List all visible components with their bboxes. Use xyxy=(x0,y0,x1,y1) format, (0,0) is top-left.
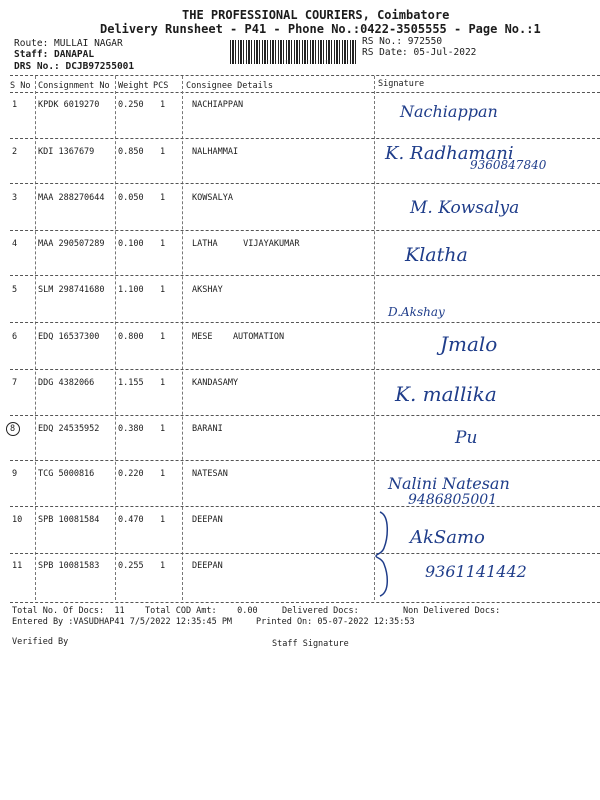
row-consignment: MAA 288270644 xyxy=(38,193,105,203)
brace-mark xyxy=(374,508,398,598)
col-sno: S No xyxy=(10,81,31,91)
col-signature: Signature xyxy=(378,79,425,89)
row-signature-phone: 9360847840 xyxy=(470,158,547,172)
row-rule xyxy=(10,506,600,507)
total-docs: Total No. Of Docs: 11 xyxy=(12,606,125,616)
row-sno: 10 xyxy=(12,515,23,525)
row-consignment: KPDK 6019270 xyxy=(38,100,100,110)
row-rule xyxy=(10,183,600,184)
header-top-rule xyxy=(10,75,600,76)
row-sno: 9 xyxy=(12,469,18,479)
row-rule xyxy=(10,230,600,231)
row-signature: AkSamo xyxy=(410,527,485,548)
row-consignee: LATHA VIJAYAKUMAR xyxy=(192,239,300,249)
barcode xyxy=(230,40,358,64)
row-weight: 0.800 xyxy=(118,332,144,342)
col-consignment: Consignment No xyxy=(38,81,110,91)
row-consignment: MAA 290507289 xyxy=(38,239,105,249)
table-bottom-rule xyxy=(10,602,600,603)
row-consignee: NACHIAPPAN xyxy=(192,100,244,110)
rs-date: RS Date: 05-Jul-2022 xyxy=(362,47,477,58)
row-sno: 3 xyxy=(12,193,18,203)
row-signature: Klatha xyxy=(405,244,468,266)
row-consignment: SPB 10081583 xyxy=(38,561,100,571)
row-sno: 1 xyxy=(12,100,18,110)
col-weight: Weight xyxy=(118,81,149,91)
row-rule xyxy=(10,415,600,416)
row-signature: K. Radhamani xyxy=(385,143,514,164)
row-consignment: KDI 1367679 xyxy=(38,147,95,157)
row-signature: Jmalo xyxy=(440,332,498,356)
row-pcs: 1 xyxy=(160,285,166,295)
row-consignment: DDG 4382066 xyxy=(38,378,95,388)
row-weight: 0.100 xyxy=(118,239,144,249)
row-pcs: 1 xyxy=(160,332,166,342)
row-consignee: AKSHAY xyxy=(192,285,223,295)
row-weight: 0.850 xyxy=(118,147,144,157)
row-sno: 11 xyxy=(12,561,23,571)
row-weight: 0.255 xyxy=(118,561,144,571)
row-signature: M. Kowsalya xyxy=(410,198,520,218)
row-consignee: KOWSALYA xyxy=(192,193,233,203)
row-rule xyxy=(10,369,600,370)
row-rule xyxy=(10,460,600,461)
drs-number: DRS No.: DCJB97255001 xyxy=(14,61,135,72)
staff-label: Staff: DANAPAL xyxy=(14,49,95,60)
row-pcs: 1 xyxy=(160,193,166,203)
row-consignee: DEEPAN xyxy=(192,515,223,525)
row-consignment: SPB 10081584 xyxy=(38,515,100,525)
row-weight: 0.050 xyxy=(118,193,144,203)
col-divider xyxy=(115,76,116,600)
row-pcs: 1 xyxy=(160,378,166,388)
row-consignment: EDQ 16537300 xyxy=(38,332,100,342)
row-weight: 1.100 xyxy=(118,285,144,295)
row-signature: Nalini Natesan xyxy=(388,474,510,493)
row-pcs: 1 xyxy=(160,561,166,571)
row-consignee: NATESAN xyxy=(192,469,228,479)
row-consignee: MESE AUTOMATION xyxy=(192,332,285,342)
row-consignee: KANDASAMY xyxy=(192,378,239,388)
row-weight: 0.220 xyxy=(118,469,144,479)
row-rule xyxy=(10,553,600,554)
col-divider xyxy=(35,76,36,600)
row-weight: 0.250 xyxy=(118,100,144,110)
col-consignee: Consignee Details xyxy=(186,81,273,91)
printed-on: Printed On: 05-07-2022 12:35:53 xyxy=(256,617,415,627)
row-pcs: 1 xyxy=(160,424,166,434)
col-divider xyxy=(182,76,183,600)
row-pcs: 1 xyxy=(160,239,166,249)
total-cod: Total COD Amt: 0.00 xyxy=(145,606,258,616)
row-sno: 4 xyxy=(12,239,18,249)
rs-number: RS No.: 972550 xyxy=(362,36,443,47)
route-label: Route: MULLAI NAGAR xyxy=(14,38,123,49)
runsheet-title: Delivery Runsheet - P41 - Phone No.:0422-3505555 - Page No.:1 xyxy=(100,22,541,36)
row-consignee: NALHAMMAI xyxy=(192,147,239,157)
header-bottom-rule xyxy=(10,92,600,93)
delivered-docs: Delivered Docs: xyxy=(282,606,359,616)
row-sno: 5 xyxy=(12,285,18,295)
row-rule xyxy=(10,322,600,323)
row-weight: 0.470 xyxy=(118,515,144,525)
row-pcs: 1 xyxy=(160,147,166,157)
row-consignment: EDQ 24535952 xyxy=(38,424,100,434)
row-rule xyxy=(10,275,600,276)
row-sno: 6 xyxy=(12,332,18,342)
row-weight: 1.155 xyxy=(118,378,144,388)
row-consignment: TCG 5000816 xyxy=(38,469,95,479)
row-pcs: 1 xyxy=(160,515,166,525)
staff-signature: Staff Signature xyxy=(272,639,349,649)
company-title: THE PROFESSIONAL COURIERS, Coimbatore xyxy=(182,8,450,22)
row-consignment: SLM 298741680 xyxy=(38,285,105,295)
col-pcs: PCS xyxy=(153,81,169,91)
row-rule xyxy=(10,138,600,139)
row-signature: Nachiappan xyxy=(400,102,498,121)
row-sno: 8 xyxy=(10,424,16,434)
row-weight: 0.380 xyxy=(118,424,144,434)
row-pcs: 1 xyxy=(160,469,166,479)
row-signature-phone: 9486805001 xyxy=(408,492,498,508)
row-signature: Pu xyxy=(455,428,478,448)
row-consignee: BARANI xyxy=(192,424,223,434)
non-delivered-docs: Non Delivered Docs: xyxy=(403,606,501,616)
row-sno: 7 xyxy=(12,378,18,388)
row-sno: 2 xyxy=(12,147,18,157)
entered-by: Entered By :VASUDHAP41 7/5/2022 12:35:45 PM xyxy=(12,617,233,627)
row-pcs: 1 xyxy=(160,100,166,110)
row-signature: K. mallika xyxy=(395,382,497,406)
verified-by: Verified By xyxy=(12,637,69,647)
row-signature: 9361141442 xyxy=(425,562,527,581)
row-signature: D.Akshay xyxy=(388,305,445,319)
row-consignee: DEEPAN xyxy=(192,561,223,571)
